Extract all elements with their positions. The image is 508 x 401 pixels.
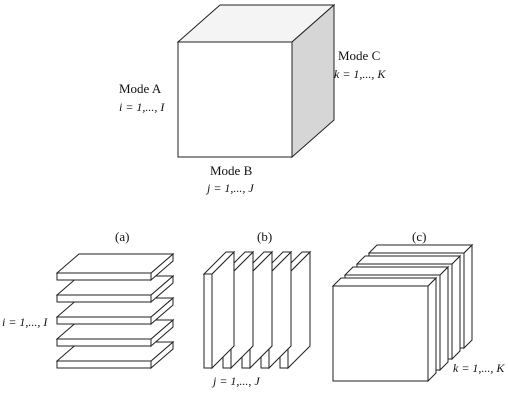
mode-c-range: k = 1,..., K [334, 67, 386, 81]
panel-b-index-label: j = 1,..., J [213, 374, 260, 388]
slice-front-edge [57, 361, 151, 368]
slice-side-edge [464, 245, 472, 348]
panel-c-index-label: k = 1,..., K [453, 361, 505, 375]
slice-front-edge [57, 317, 151, 324]
slice-front-edge [57, 295, 151, 302]
mode-b-label: Mode B [210, 163, 253, 178]
mode-a-range: i = 1,..., I [119, 100, 165, 114]
panel-a-horizontal-slices [57, 254, 173, 368]
mode-c-label: Mode C [338, 48, 381, 63]
panel-b-tag: (b) [257, 229, 273, 244]
panel-a-tag: (a) [115, 229, 130, 244]
slice-side-edge [452, 256, 460, 359]
mode-a-label: Mode A [119, 81, 162, 96]
panel-a-index-label: i = 1,..., I [2, 315, 48, 329]
panel-b-lateral-slices [204, 252, 310, 368]
slice-front-face [333, 286, 428, 381]
mode-b-range: j = 1,..., J [207, 181, 254, 195]
panel-c-frontal-slices [333, 245, 472, 381]
lateral-slice [204, 252, 234, 368]
slice-side-edge [428, 278, 436, 381]
slice-top-edge [345, 267, 448, 275]
slice-side-edge [440, 267, 448, 370]
slice-top-edge [333, 278, 436, 286]
cube [178, 5, 334, 157]
slice-top-edge [369, 245, 472, 253]
horizontal-slice [57, 254, 173, 280]
slice-top-edge [357, 256, 460, 264]
cube-front-face [178, 42, 292, 157]
slice-front-edge [57, 273, 151, 280]
slice-front-edge [57, 339, 151, 346]
frontal-slice [333, 278, 436, 381]
panel-c-tag: (c) [412, 229, 427, 244]
slice-front-edge [204, 274, 212, 368]
